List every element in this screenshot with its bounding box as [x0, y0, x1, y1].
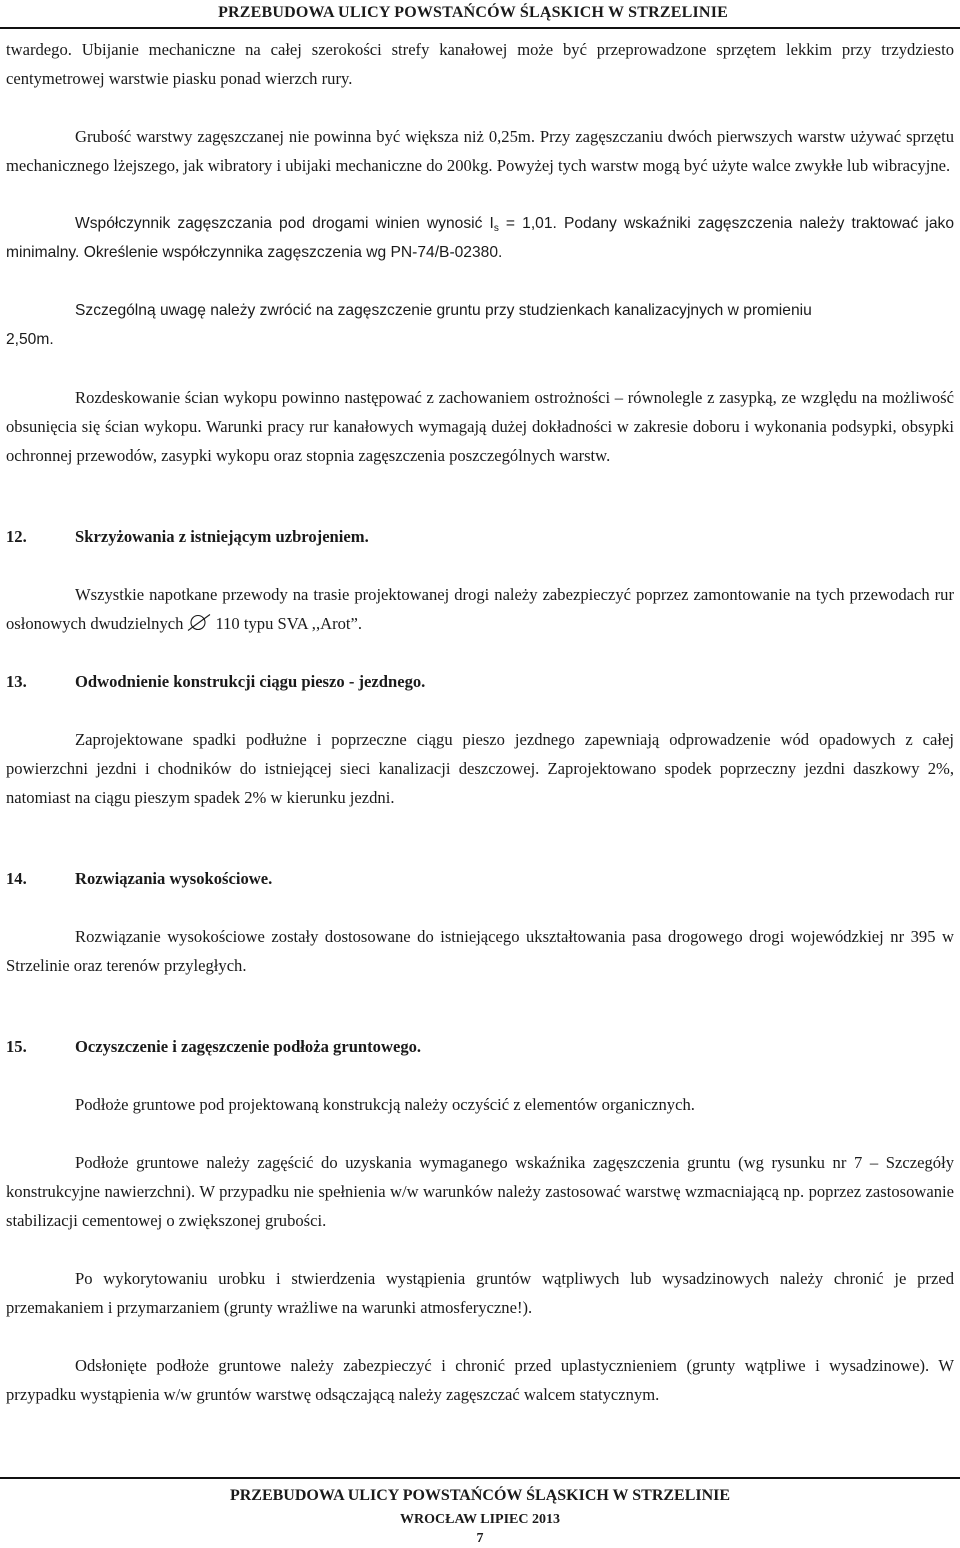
- footer-date: WROCŁAW LIPIEC 2013: [400, 1512, 560, 1527]
- document-body: [6, 35, 954, 1409]
- paragraph-5: Rozdeskowanie ścian wykopu powinno następować z zachowaniem ostrożności – równolegle z zasypką, ze względu na możliwość obsunięcia się ścian wykopu. Warunki pracy rur kanałowych wymagają dużej dokładności w zakresie doboru i wykonania podsypki, obsypki ochronnej przewodów, zasypki wykopu oraz stopnia zagęszczenia poszczególnych warstw.: [6, 388, 954, 465]
- footer-title: PRZEBUDOWA ULICY POWSTAŃCÓW ŚLĄSKICH W STRZELINIE: [229, 1487, 731, 1504]
- section-13-text: Zaprojektowane spadki podłużne i poprzeczne ciągu pieszo jezdnego zapewniają odprowadzenie wód opadowych z całej powierzchni jezdni i chodników do istniejącej sieci kanalizacji deszczowej. Zaprojektowano spodek poprzeczny jezdni daszkowy 2%, natomiast na ciągu pieszym spadek 2% w kierunku jezdni.: [6, 730, 954, 807]
- section-12-text: Wszystkie napotkane przewody na trasie projektowanej drogi należy zabezpieczyć poprzez zamontowanie na tych przewodach rur osłonowych dwudzielnych 110 typu SVA ,,Arot”.: [6, 585, 954, 633]
- page-number: 7: [476, 1531, 484, 1546]
- footer-rule: [0, 1477, 960, 1479]
- paragraph-4-end: 2,50m.: [6, 331, 54, 348]
- section-15-text-1: Podłoże gruntowe pod projektowaną konstrukcją należy oczyścić z elementów organicznych.: [75, 1095, 695, 1114]
- paragraph-1: twardego. Ubijanie mechaniczne na całej szerokości strefy kanałowej może być przeprowadzone sprzętem lekkim przy trzydziesto centymetrowej warstwie piasku ponad wierzch rury.: [6, 40, 954, 88]
- section-13-heading: 13. Odwodnienie konstrukcji ciągu pieszo - jezdnego.: [6, 672, 426, 691]
- section-15-text-2: Podłoże gruntowe należy zagęścić do uzyskania wymaganego wskaźnika zagęszczenia gruntu (wg rysunku nr 7 – Szczegóły konstrukcyjne nawierzchni). W przypadku nie spełnienia w/w warunków należy zastosować warstwę wzmacniającą np. poprzez zastosowanie stabilizacji cementowej o zwiększonej grubości.: [6, 1153, 954, 1230]
- section-14-heading: 14. Rozwiązania wysokościowe.: [6, 869, 273, 888]
- paragraph-2: Grubość warstwy zagęszczanej nie powinna być większa niż 0,25m. Przy zagęszczaniu dwóch pierwszych warstw używać sprzętu mechanicznego lżejszego, jak wibratory i ubijaki mechaniczne do 200kg. Powyżej tych warstw mogą być użyte walce zwykłe lub wibracyjne.: [6, 127, 954, 175]
- section-12-heading: 12. Skrzyżowania z istniejącym uzbrojeniem.: [6, 527, 369, 546]
- paragraph-3: Współczynnik zagęszczania pod drogami winien wynosić $I_s = 1,01$. Podany wskaźniki zagęszczenia należy traktować jako minimalny. Określenie współczynnika zagęszczenia wg PN-74/B-02380.: [6, 215, 954, 261]
- section-15-heading: 15. Oczyszczenie i zagęszczenie podłoża gruntowego.: [6, 1037, 422, 1056]
- header-rule: [0, 27, 960, 29]
- section-15-text-4: Odsłonięte podłoże gruntowe należy zabezpieczyć i chronić przed uplastycznieniem (grunty wątpliwe i wysadzinowe). W przypadku wystąpienia w/w gruntów warstwę odsączającą należy zagęszczać walcem statycznym.: [6, 1356, 954, 1404]
- section-15-text-3: Po wykorytowaniu urobku i stwierdzenia wystąpienia gruntów wątpliwych lub wysadzinowych należy chronić je przed przemakaniem i przymarzaniem (grunty wrażliwe na warunki atmosferyczne!).: [6, 1269, 954, 1317]
- page-header: PRZEBUDOWA ULICY POWSTAŃCÓW ŚLĄSKICH W STRZELINIE: [218, 4, 728, 21]
- diameter-symbol-icon: [187, 614, 211, 631]
- section-14-text: Rozwiązanie wysokościowe zostały dostosowane do istniejącego ukształtowania pasa drogowego drogi wojewódzkiej nr 395 w Strzelinie oraz terenów przyległych.: [6, 927, 954, 975]
- paragraph-4: Szczególną uwagę należy zwrócić na zagęszczenie gruntu przy studzienkach kanalizacyjnych w promieniu: [75, 302, 812, 319]
